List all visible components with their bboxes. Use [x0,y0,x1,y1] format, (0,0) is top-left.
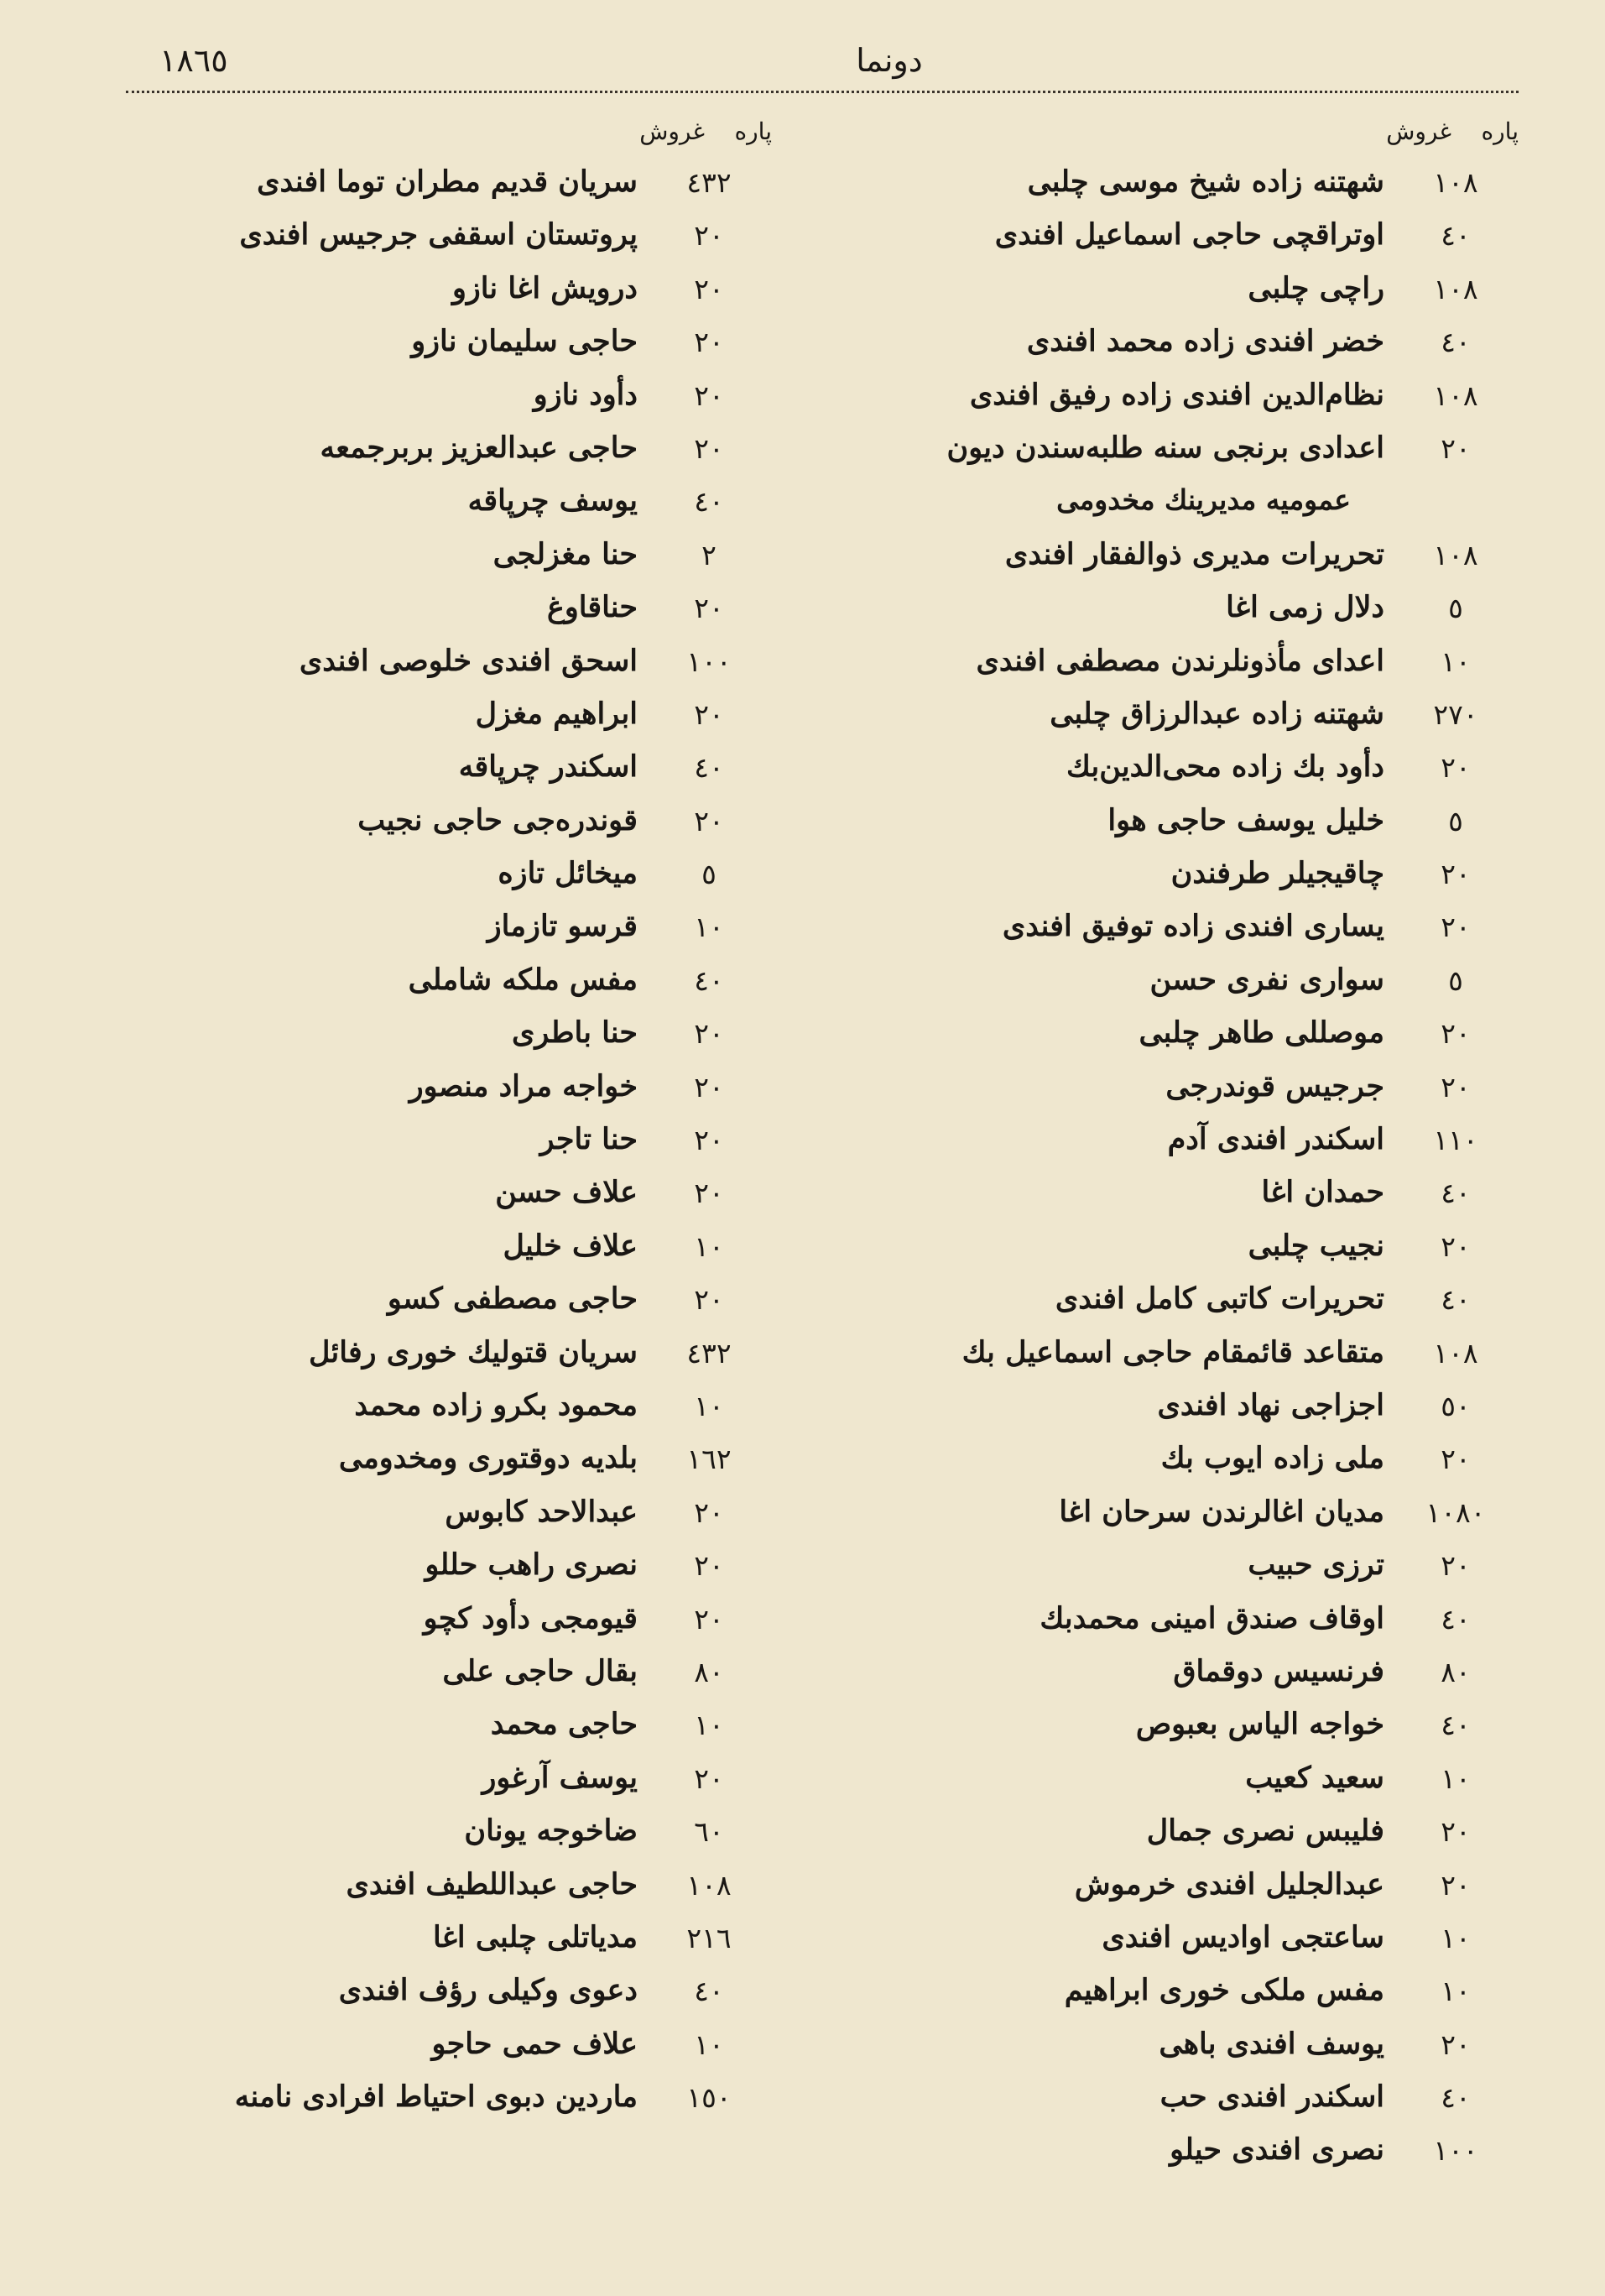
entry-name: ميخائل تازه [498,856,638,891]
entry-name: حاجى سليمان نازو [411,324,638,359]
donation-entry [134,1010,772,1063]
donation-entry [873,1596,1519,1649]
entry-amount: ٢٠ [1441,1017,1471,1051]
donation-entry [873,478,1519,531]
entry-name: حناقاوغ [546,590,638,625]
donation-entry [873,2074,1519,2127]
donation-entry [873,851,1519,904]
left-column [134,109,772,2127]
entry-name: بقال حاجى على [442,1653,638,1688]
donation-entry [134,1862,772,1915]
entry-name: چاقيجيلر طرفندن [1170,856,1384,891]
donation-entry [134,904,772,957]
entry-amount: ٢٠ [1441,1229,1471,1263]
entry-amount: ١٠ [694,1389,724,1422]
donation-entry [134,1436,772,1489]
donation-entry [873,585,1519,638]
entry-amount: ٢٠ [694,1177,724,1210]
entry-amount: ١٠٨ [1433,272,1478,305]
entry-amount: ٤٠ [1441,219,1471,253]
entry-amount: ٤٠ [1441,326,1471,359]
entry-amount: ٢٠ [694,697,724,731]
entry-amount: ٢٠ [1441,1443,1471,1476]
donation-entry [134,585,772,638]
entry-name: درويش اغا نازو [451,270,638,305]
entry-name: خضر افندى زاده محمد افندى [1026,324,1384,359]
entry-amount: ١١٠ [1433,1124,1478,1157]
entry-amount: ٢٠ [1441,1815,1471,1849]
entry-name: قوندره‌جى حاجى نجيب [357,802,638,838]
donation-entry [873,958,1519,1010]
donation-entry [134,639,772,691]
entry-amount: ١٠٨ [1433,166,1478,199]
entry-name: نجيب چلبى [1248,1228,1384,1263]
entry-name: ترزى حبيب [1248,1547,1384,1583]
entry-amount: ٤٠ [694,1975,724,2008]
entry-amount: ٢٠ [694,1602,724,1636]
entry-amount: ٢٠ [694,431,724,465]
donation-entry [873,212,1519,265]
donation-entry [873,1330,1519,1383]
donation-entry [873,1542,1519,1595]
donation-entry [873,798,1519,851]
entry-name: اوقاف صندق امينى محمدبك [1040,1600,1384,1636]
qurush-heading: غروش [639,117,705,145]
entry-amount: ٤٠ [1441,1709,1471,1742]
entry-amount: ٢٠ [694,1124,724,1157]
entry-name: عبدالاحد كابوس [445,1494,638,1529]
page-header [126,34,1519,92]
donation-entry [134,1542,772,1595]
donation-entry [873,2022,1519,2074]
donation-entry [134,532,772,585]
donation-entry [134,798,772,851]
entry-amount: ٢٠ [694,1549,724,1583]
donation-entry [873,532,1519,585]
entry-name: يوسف آرغور [482,1760,638,1795]
entry-name: حاجى عبداللطيف افندى [346,1866,638,1902]
entry-amount: ٢١٦ [686,1921,732,1954]
entry-name: سوارى نفرى حسن [1149,962,1384,997]
donation-entry [134,1064,772,1117]
entry-name: ضاخوجه يونان [464,1813,638,1849]
entry-amount: ٤٠ [1441,2081,1471,2115]
donation-entry [873,1808,1519,1861]
entry-amount: ٥ [1448,804,1463,838]
donation-entry [873,1064,1519,1117]
entry-name: سريان قتوليك خورى رفائل [309,1334,638,1370]
entry-name: حاجى عبدالعزيز بربرجمعه [320,430,638,465]
entry-amount: ١٠٠ [686,644,732,678]
donation-entry [873,1170,1519,1223]
donation-entry [134,159,772,212]
donation-entry [134,319,772,372]
donation-entry [873,425,1519,478]
entry-amount: ١٠ [694,1229,724,1263]
entry-amount: ١٠٨ [1433,538,1478,571]
entry-name: ملى زاده ايوب بك [1160,1441,1384,1476]
entry-amount: ١٠ [1441,1975,1471,2008]
donation-entry [873,904,1519,957]
entry-amount: ٤٠ [1441,1283,1471,1317]
donation-entry [873,2127,1519,2180]
entry-name: شهتنه زاده شيخ موسى چلبى [1027,164,1384,199]
entry-name: فليبس نصرى جمال [1146,1813,1384,1849]
entry-amount: ١٠ [694,911,724,944]
entry-amount: ٤٠ [694,963,724,997]
entry-name: مفس ملكى خورى ابراهيم [1064,1973,1384,2008]
donation-entry [873,1224,1519,1276]
entry-name: دأود نازو [533,377,638,412]
entry-amount: ٤٠ [694,485,724,519]
entry-name: اسحق افندى خلوصى افندى [299,643,638,678]
entry-amount: ٢٠ [694,1283,724,1317]
entry-name: حمدان اغا [1261,1175,1384,1210]
entry-name: اجزاجى نهاد افندى [1157,1387,1384,1422]
entry-name: اسكندر افندى آدم [1167,1122,1384,1157]
entry-name: تحريرات مديرى ذوالفقار افندى [1004,536,1384,571]
entry-amount: ٨٠ [1441,1655,1471,1688]
entry-name: ماردين دبوى احتياط افرادى نامنه [234,2079,638,2115]
entry-name: مدياتلى چلبى اغا [432,1919,638,1954]
entry-name: ابراهيم مغزل [475,696,638,731]
entry-amount: ١٠ [694,2027,724,2061]
donation-entry [134,266,772,319]
donation-entry [134,1649,772,1702]
entry-amount: ٢٠ [1441,911,1471,944]
entry-amount: ١٠٨ [1433,378,1478,412]
entry-amount: ١٦٢ [686,1443,732,1476]
right-entries-list [873,159,1519,2181]
entry-amount: ١٠ [1441,1921,1471,1954]
entry-name: جرجيس قوندرجى [1165,1068,1384,1104]
entry-amount: ١٠ [1441,644,1471,678]
entry-name: دأود بك زاده محى‌الدين‌بك [1066,749,1384,785]
entry-amount: ٥ [1448,592,1463,625]
entry-amount: ٦٠ [694,1815,724,1849]
entry-name: حنا تاجر [539,1122,638,1157]
entry-amount: ٢٠ [694,1761,724,1795]
donation-entry [134,1702,772,1755]
donation-entry [134,2074,772,2127]
donation-entry [134,851,772,904]
entry-name: سعيد كعيب [1245,1760,1384,1795]
entry-amount: ٤٣٢ [686,166,732,199]
donation-entry [873,744,1519,797]
donation-entry [134,744,772,797]
donation-entry [134,2022,772,2074]
entry-name: متقاعد قائمقام حاجى اسماعيل بك [961,1334,1384,1370]
page-number: ١٨٦٥ [159,42,228,79]
entry-name: قرسو تازماز [487,909,638,944]
entry-name: حنا باطرى [511,1015,638,1051]
donation-entry [134,1915,772,1968]
entry-amount: ١٠٨ [686,1868,732,1902]
donation-entry [134,373,772,425]
entry-name: اسكندر افندى حب [1159,2079,1384,2115]
entry-amount: ٤٠ [694,751,724,785]
donation-entry [134,691,772,744]
donation-entry [873,373,1519,425]
entry-name: شهتنه زاده عبدالرزاق چلبى [1050,696,1384,731]
entry-name: نصرى افندى حيلو [1170,2132,1384,2168]
entry-amount: ٢ [701,538,717,571]
entry-amount: ٢٠ [694,326,724,359]
entry-name: يوسف چرپاقه [467,483,638,519]
entry-amount: ٤٠ [1441,1177,1471,1210]
entry-name: قيومجى دأود كچو [423,1600,638,1636]
donation-entry [873,266,1519,319]
entry-name: حاجى مصطفى كسو [387,1281,638,1317]
entry-name: اعدادى برنجى سنه طلبه‌سندن ديون [946,430,1384,465]
donation-entry [873,159,1519,212]
donation-entry [873,1649,1519,1702]
entry-amount: ١٥٠ [686,2081,732,2115]
left-column-heading [134,109,772,159]
qurush-heading: غروش [1386,117,1451,145]
right-column [873,109,1519,2181]
donation-entry [134,1808,772,1861]
donation-entry [873,1383,1519,1436]
entry-name: عموميه مديرينك مخدومى [1056,483,1351,517]
entry-name: خليل يوسف حاجى هوا [1107,802,1384,838]
entry-name: دعوى وكيلى رؤف افندى [338,1973,638,2008]
entry-amount: ١٠٨ [1433,1336,1478,1370]
entry-amount: ٥ [701,858,717,891]
entry-amount: ٢٠ [694,219,724,253]
donation-entry [873,1490,1519,1542]
entry-amount: ١٠٠ [1433,2134,1478,2168]
donation-entry [873,1968,1519,2021]
donation-entry [134,478,772,531]
entry-amount: ٢٠ [1441,2027,1471,2061]
entry-amount: ٢٠ [694,804,724,838]
donation-entry [134,1490,772,1542]
entry-amount: ٢٠ [694,1017,724,1051]
entry-amount: ٨٠ [694,1655,724,1688]
donation-entry [873,1117,1519,1170]
para-heading: پاره [1481,117,1519,145]
donation-entry [134,212,772,265]
entry-amount: ٥٠ [1441,1389,1471,1422]
donation-entry [134,1117,772,1170]
entry-name: اسكندر چرپاقه [458,749,638,785]
entry-name: تحريرات كاتبى كامل افندى [1055,1281,1384,1317]
entry-name: اعداى مأذونلرندن مصطفى افندى [976,643,1384,678]
entry-name: عبدالجليل افندى خرموش [1074,1866,1384,1902]
entry-name: فرنسيس دوقماق [1173,1653,1384,1688]
entry-amount: ٢٧٠ [1433,697,1478,731]
donation-entry [873,1756,1519,1808]
entry-amount: ٢٠ [694,1070,724,1104]
donation-entry [134,1756,772,1808]
donation-entry [873,1702,1519,1755]
donation-entry [134,958,772,1010]
entry-amount: ٢٠ [1441,751,1471,785]
entry-amount: ٢٠ [694,1495,724,1529]
entry-amount: ٢٠ [1441,431,1471,465]
entry-amount: ٤٣٢ [686,1336,732,1370]
donation-entry [873,1010,1519,1063]
entry-name: حنا مغزلجى [492,536,638,571]
left-entries-list [134,159,772,2127]
entry-name: موصللى طاهر چلبى [1139,1015,1384,1051]
donation-entry [134,1170,772,1223]
entry-amount: ٢٠ [1441,1549,1471,1583]
entry-name: بلديه دوقتورى ومخدومى [338,1441,638,1476]
donation-entry [134,425,772,478]
entry-name: محمود بكرو زاده محمد [354,1387,638,1422]
entry-name: علاف خليل [503,1228,638,1263]
entry-name: پروتستان اسقفى جرجيس افندى [239,217,638,253]
entry-amount: ٥ [1448,963,1463,997]
entry-name: نظام‌الدين افندى زاده رفيق افندى [969,377,1384,412]
entry-name: يوسف افندى باهى [1159,2026,1384,2061]
entry-name: حاجى محمد [490,1707,638,1742]
entry-amount: ٢٠ [1441,858,1471,891]
entry-name: مديان اغالرندن سرحان اغا [1059,1494,1384,1529]
entry-name: مفس ملكه شاملى [408,962,638,997]
running-title: دونما [856,42,923,79]
entry-name: يسارى افندى زاده توفيق افندى [1002,909,1384,944]
entry-amount: ٢٠ [1441,1070,1471,1104]
para-heading: پاره [734,117,772,145]
donation-entry [134,1383,772,1436]
entry-amount: ٢٠ [694,592,724,625]
entry-name: اوتراقچى حاجى اسماعيل افندى [994,217,1384,253]
donation-entry [873,319,1519,372]
donation-entry [134,1224,772,1276]
donation-entry [134,1968,772,2021]
donation-entry [873,1276,1519,1329]
entry-amount: ٤٠ [1441,1602,1471,1636]
donation-entry [873,639,1519,691]
entry-name: خواجه الياس بعبوص [1135,1707,1384,1742]
entry-name: سريان قديم مطران توما افندى [257,164,638,199]
donation-entry [873,1915,1519,1968]
entry-name: خواجه مراد منصور [409,1068,638,1104]
donation-entry [873,691,1519,744]
right-column-heading [873,109,1519,159]
entry-amount: ١٠٨٠ [1425,1495,1486,1529]
header-dotted-rule [126,91,1519,93]
entry-name: دلال زمى اغا [1226,590,1384,625]
entry-name: ساعتجى اواديس افندى [1102,1919,1384,1954]
entry-amount: ٢٠ [694,378,724,412]
donation-entry [873,1436,1519,1489]
entry-amount: ١٠ [1441,1761,1471,1795]
entry-amount: ١٠ [694,1709,724,1742]
entry-name: علاف حسن [495,1175,638,1210]
donation-entry [134,1330,772,1383]
donation-entry [873,1862,1519,1915]
donation-entry [134,1596,772,1649]
entry-name: راچى چلبى [1248,270,1384,305]
entry-amount: ٢٠ [1441,1868,1471,1902]
entry-name: نصرى راهب حللو [425,1547,638,1583]
donation-entry [134,1276,772,1329]
entry-name: علاف حمى حاجو [431,2026,638,2061]
entry-amount: ٢٠ [694,272,724,305]
